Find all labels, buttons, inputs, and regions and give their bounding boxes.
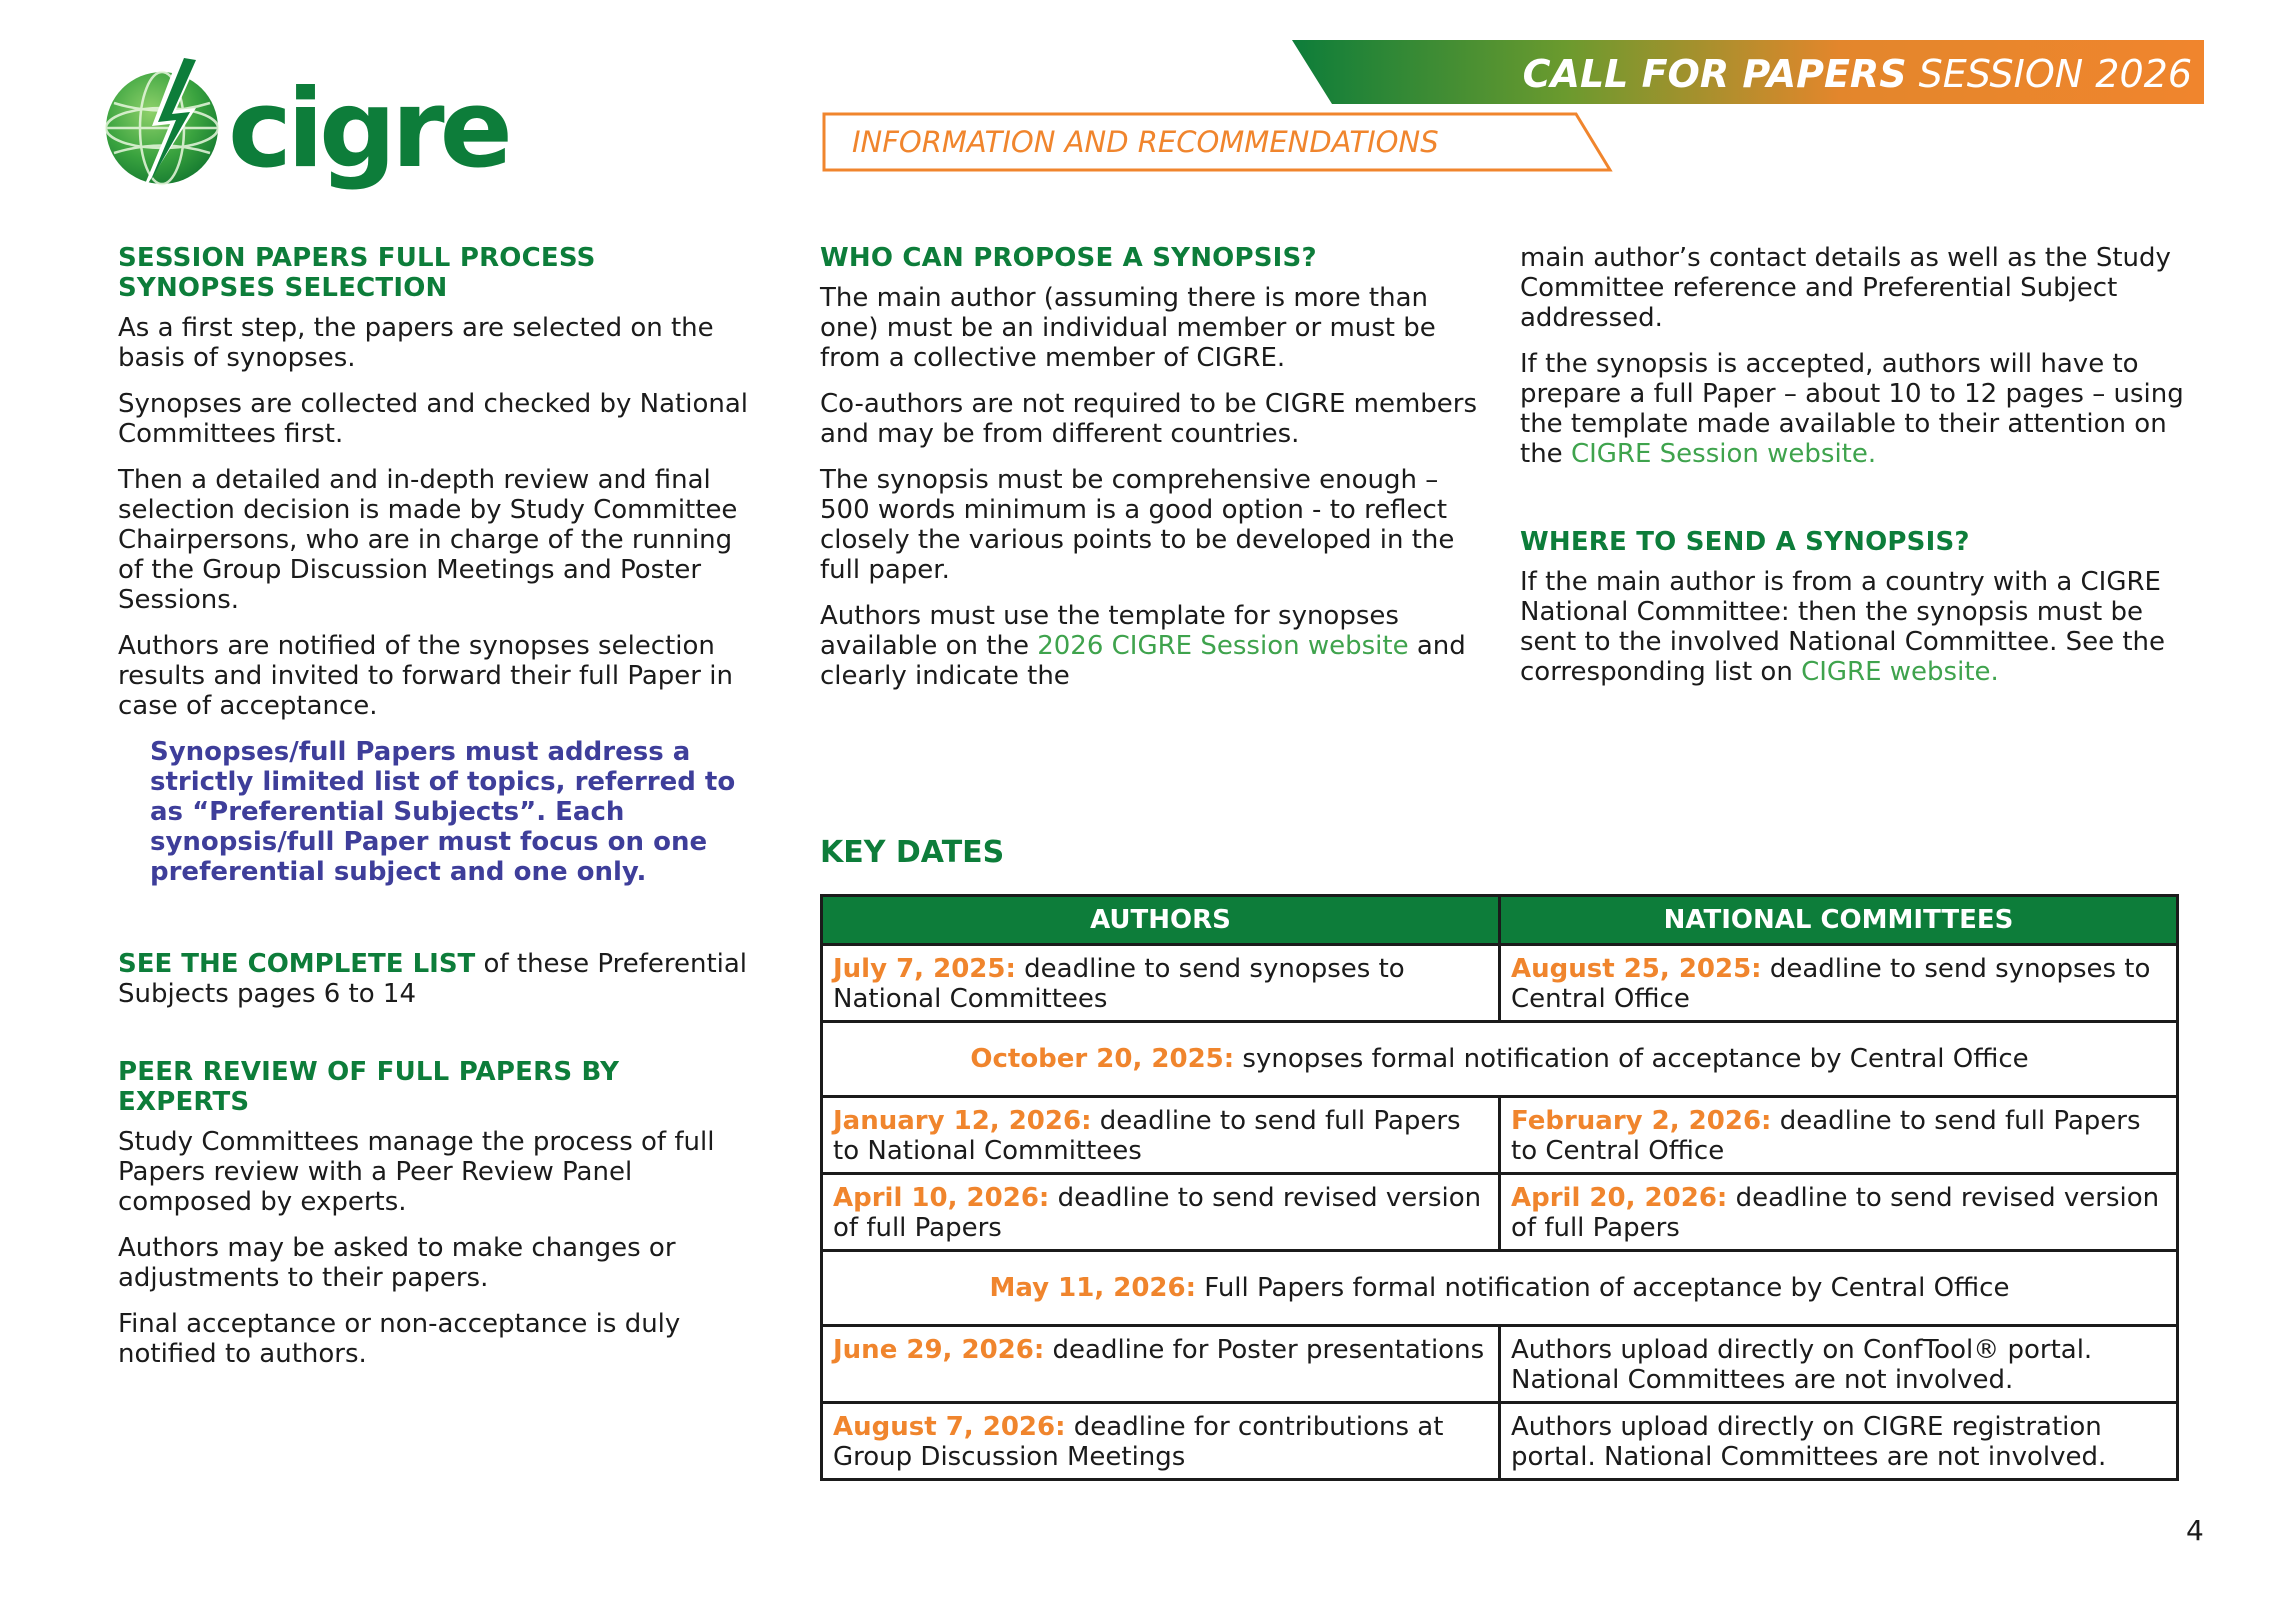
paragraph (820, 601, 1480, 691)
date: April 10, 2026: (833, 1183, 1050, 1213)
table-cell (822, 1097, 1500, 1174)
cell-text: deadline to send synopses to Central Office (1511, 954, 2151, 1014)
paragraph: Study Committees manage the process of full Papers review with a Peer Review Panel composed by experts. (118, 1127, 715, 1217)
session-website-link[interactable]: 2026 CIGRE Session website (1037, 631, 1409, 661)
see-list-link[interactable]: SEE THE COMPLETE LIST (118, 949, 476, 979)
table-row (822, 1174, 2178, 1251)
table-row (822, 1097, 2178, 1174)
paragraph: Final acceptance or non-acceptance is duly notified to authors. (118, 1309, 681, 1369)
table-cell (1500, 1097, 2178, 1174)
date: May 11, 2026: (989, 1273, 1197, 1303)
see-list-text: of these Preferential Subjects pages 6 to 14 (118, 949, 748, 1009)
table-cell (1500, 1174, 2178, 1251)
paragraph (1520, 567, 2200, 687)
table-row (822, 1022, 2178, 1097)
table-cell (822, 1326, 1500, 1403)
date: February 2, 2026: (1511, 1106, 1772, 1136)
cigre-session-website-link[interactable]: CIGRE Session website. (1570, 439, 1877, 469)
preferential-subjects-callout: Synopses/full Papers must address a strictly limited list of topics, referred to as “Preferential Subjects”. Each synopsis/full Paper must focus on one preferential subject and one only. (150, 737, 736, 887)
table-row (822, 1251, 2178, 1326)
date: October 20, 2025: (970, 1044, 1235, 1074)
date: July 7, 2025: (833, 954, 1016, 984)
heading-synopses-selection: SESSION PAPERS FULL PROCESS SYNOPSES SELECTION (118, 243, 596, 303)
column-left (118, 243, 758, 1385)
cigre-logo (100, 48, 508, 198)
paragraph: As a first step, the papers are selected on the basis of synopses. (118, 313, 714, 373)
paragraph: The main author (assuming there is more than one) must be an individual member or must be from a collective member of CIGRE. (820, 283, 1436, 373)
paragraph: main author’s contact details as well as the Study Committee reference and Preferential Subject addressed. (1520, 243, 2171, 333)
subtitle: INFORMATION AND RECOMMENDATIONS (852, 125, 1439, 159)
paragraph: The synopsis must be comprehensive enough – 500 words minimum is a good option - to reflect closely the various points to be developed in the full paper. (820, 465, 1455, 585)
heading-where-to-send: WHERE TO SEND A SYNOPSIS? (1520, 527, 1970, 557)
key-dates-table (820, 894, 2179, 1481)
paragraph (1520, 349, 2200, 469)
cell-text: Full Papers formal notification of acceptance by Central Office (1196, 1273, 2010, 1303)
table-row (822, 1403, 2178, 1480)
table-cell (822, 1251, 2178, 1326)
text: and clearly indicate the (820, 631, 1466, 691)
paragraph: Then a detailed and in-depth review and final selection decision is made by Study Committee Chairpersons, who are in charge of the running of the Group Discussion Meetings and Poster Sessions. (118, 465, 738, 615)
table-cell (822, 1022, 2178, 1097)
table-cell (1500, 1403, 2178, 1480)
key-dates-title: KEY DATES (820, 835, 1005, 870)
cell-text: deadline to send revised version of full Papers (833, 1183, 1482, 1243)
cell-text: deadline to send full Papers to Central Office (1511, 1106, 2141, 1166)
column-header-national-committees: NATIONAL COMMITTEES (1500, 896, 2178, 945)
cigre-website-link[interactable]: CIGRE website. (1801, 657, 1999, 687)
page-number: 4 (2186, 1514, 2204, 1547)
paragraph: Authors may be asked to make changes or adjustments to their papers. (118, 1233, 676, 1293)
banner-title-bold: CALL FOR PAPERS (1522, 52, 1907, 96)
column-header-authors: AUTHORS (822, 896, 1500, 945)
cell-text: deadline to send revised version of full Papers (1511, 1183, 2160, 1243)
date: August 7, 2026: (833, 1412, 1066, 1442)
table-cell (822, 945, 1500, 1022)
table-cell (1500, 1326, 2178, 1403)
banner-title-rest: SESSION 2026 (1906, 52, 2192, 96)
table-cell (822, 1174, 1500, 1251)
column-middle (820, 243, 1480, 707)
date: August 25, 2025: (1511, 954, 1762, 984)
text: If the main author is from a country with a CIGRE National Committee: then the synopsis must be sent to the involved National Committee. See the corresponding list on (1520, 567, 2166, 687)
table-cell (822, 1403, 1500, 1480)
table-row (822, 1326, 2178, 1403)
banner-title (1523, 50, 2192, 98)
heading-who-can-propose: WHO CAN PROPOSE A SYNOPSIS? (820, 243, 1317, 273)
table-cell (1500, 945, 2178, 1022)
cell-text: Authors upload directly on CIGRE registration portal. National Committees are not involved. (1511, 1412, 2107, 1472)
paragraph: Co-authors are not required to be CIGRE members and may be from different countries. (820, 389, 1478, 449)
table-row (822, 945, 2178, 1022)
cell-text: deadline for contributions at Group Discussion Meetings (833, 1412, 1444, 1472)
cell-text: deadline to send synopses to National Committees (833, 954, 1405, 1014)
text: If the synopsis is accepted, authors will have to prepare a full Paper – about 10 to 12 pages – using the template made available to their attention on the (1520, 349, 2184, 469)
logo-wordmark: cigre (228, 67, 508, 192)
paragraph: Synopses are collected and checked by National Committees first. (118, 389, 748, 449)
date: April 20, 2026: (1511, 1183, 1728, 1213)
cell-text: synopses formal notification of acceptance by Central Office (1234, 1044, 2029, 1074)
paragraph: Authors are notified of the synopses selection results and invited to forward their full Paper in case of acceptance. (118, 631, 733, 721)
cell-text: deadline to send full Papers to National Committees (833, 1106, 1461, 1166)
cell-text: Authors upload directly on ConfTool® portal. National Committees are not involved. (1511, 1335, 2093, 1395)
column-right (1520, 243, 2200, 703)
heading-peer-review: PEER REVIEW OF FULL PAPERS BY EXPERTS (118, 1057, 620, 1117)
table-header-row (822, 896, 2178, 945)
see-list-paragraph (118, 949, 758, 1009)
date: January 12, 2026: (833, 1106, 1092, 1136)
globe-bolt-icon (100, 48, 240, 198)
cell-text: deadline for Poster presentations (1044, 1335, 1485, 1365)
text: Authors must use the template for synopses available on the (820, 601, 1399, 661)
date: June 29, 2026: (833, 1335, 1045, 1365)
